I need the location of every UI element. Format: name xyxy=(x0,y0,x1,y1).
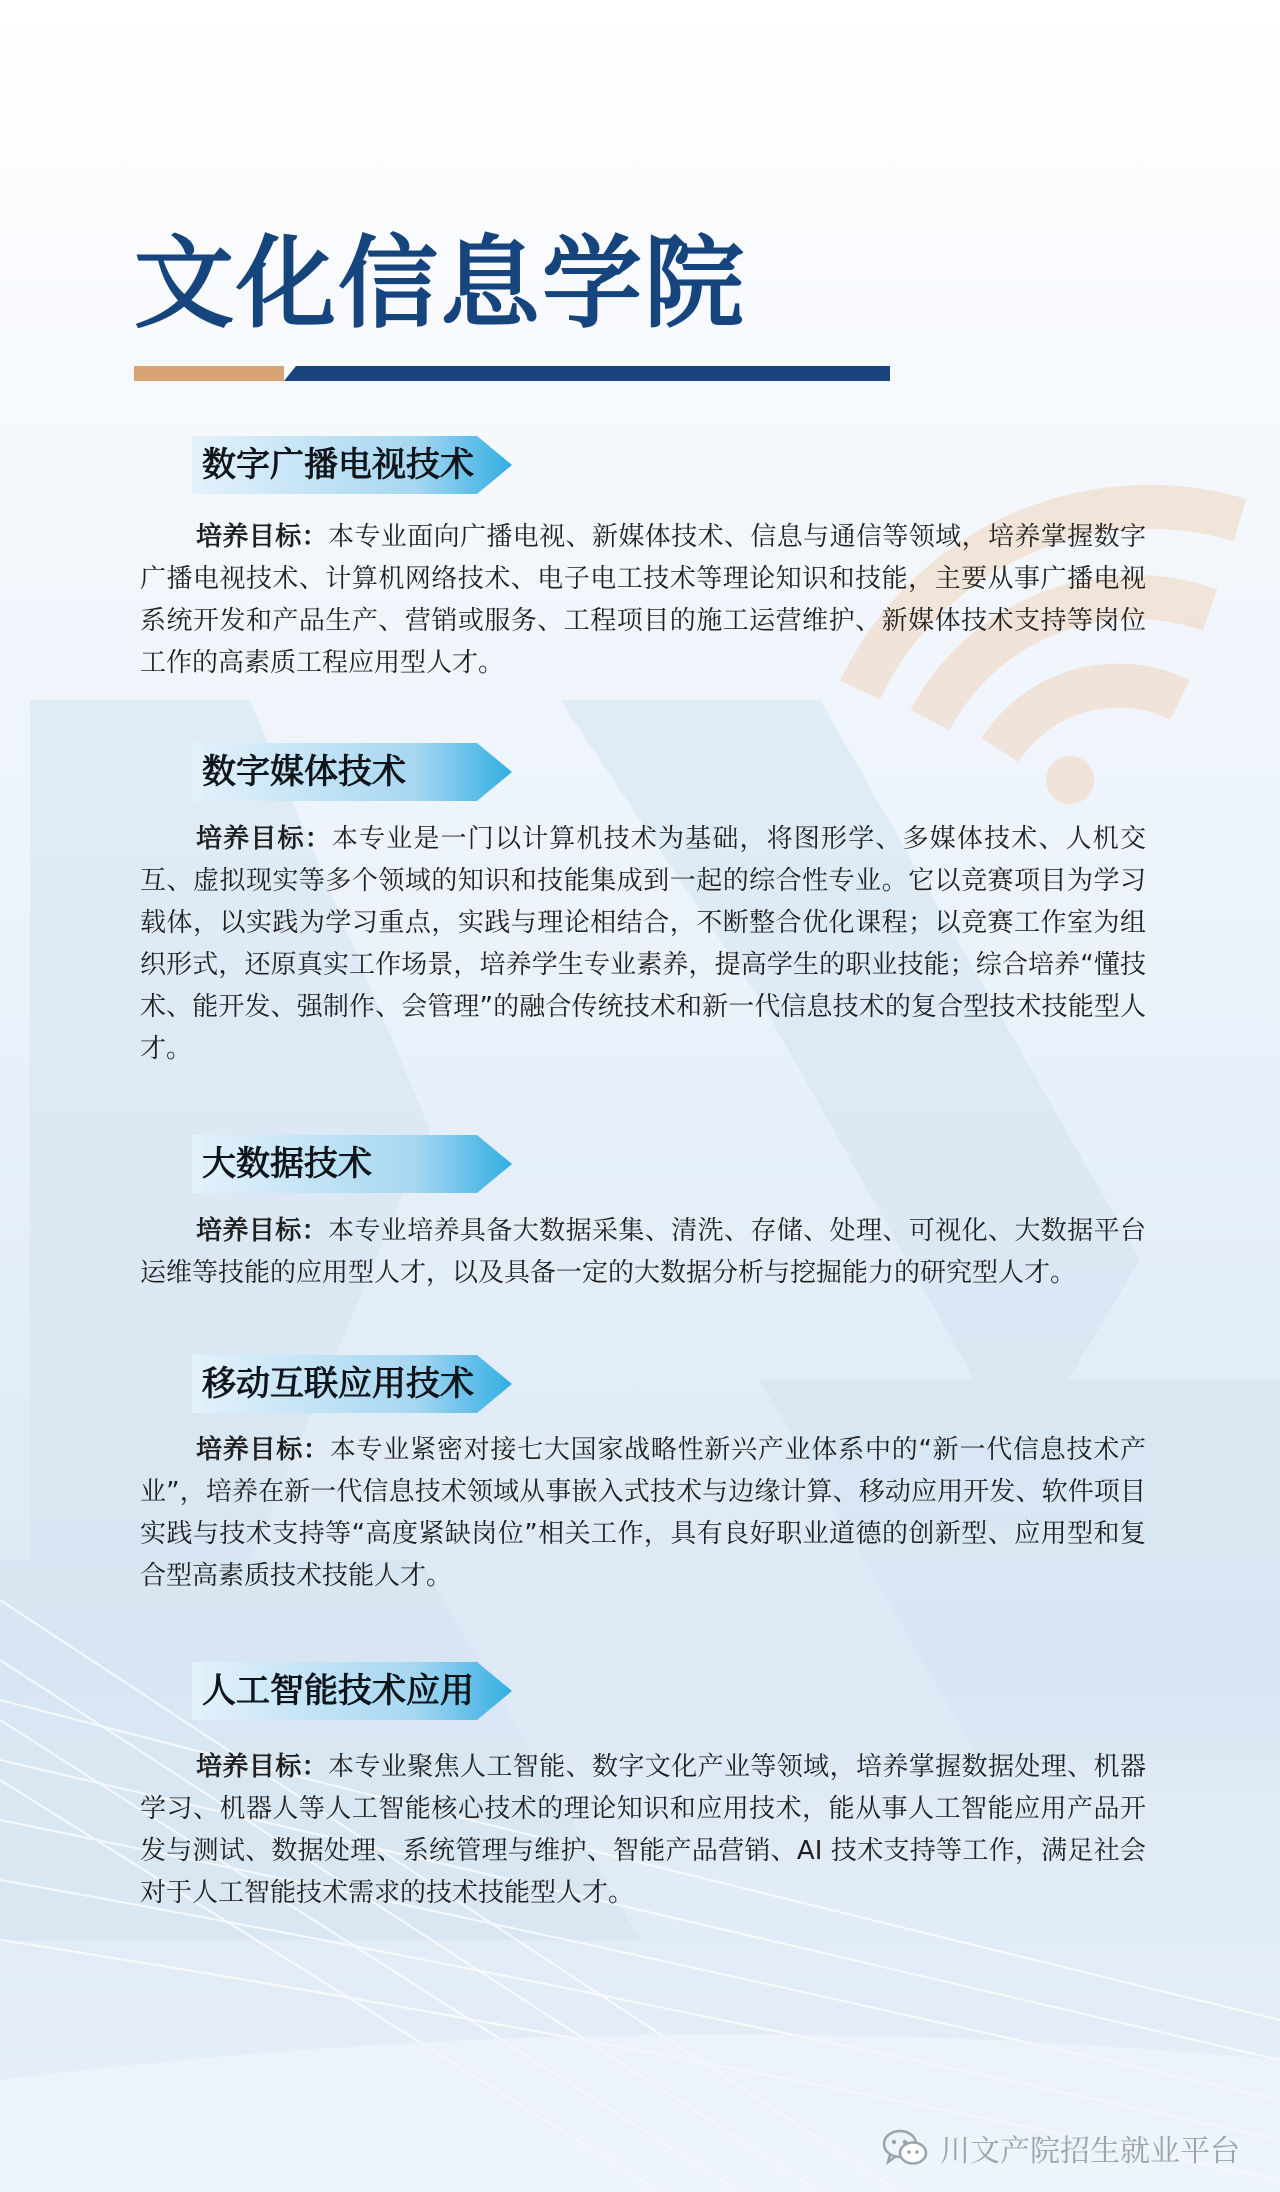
section-title: 数字广播电视技术 xyxy=(202,445,474,485)
title-underline-accent xyxy=(134,366,284,381)
section-description xyxy=(140,516,1146,684)
page-title: 文化信息学院 xyxy=(134,225,746,342)
goal-label: 培养目标： xyxy=(196,522,328,552)
goal-text: 本专业是一门以计算机技术为基础，将图形学、多媒体技术、人机交互、虚拟现实等多个领域的知识和技能集成到一起的综合性专业。它以竞赛项目为学习载体，以实践为学习重点，实践与理论相结合，不断整合优化课程；以竞赛工作室为组织形式，还原真实工作场景，培养学生专业素养，提高学生的职业技能；综合培养“懂技术、能开发、强制作、会管理”的融合传统技术和新一代信息技术的复合型技术技能型人才。 xyxy=(140,824,1146,1064)
section-description xyxy=(140,1210,1146,1294)
section-tag-big-data xyxy=(192,1135,512,1193)
wechat-icon xyxy=(882,2128,928,2168)
goal-text: 本专业培养具备大数据采集、清洗、存储、处理、可视化、大数据平台运维等技能的应用型人才，以及具备一定的大数据分析与挖掘能力的研究型人才。 xyxy=(140,1216,1146,1288)
section-tag-broadcast xyxy=(192,436,512,494)
goal-label: 培养目标： xyxy=(196,824,332,854)
section-title: 移动互联应用技术 xyxy=(202,1364,474,1404)
section-title: 数字媒体技术 xyxy=(202,752,406,792)
footer-watermark xyxy=(882,2125,1240,2171)
goal-label: 培养目标： xyxy=(196,1435,330,1465)
section-tag-mobile-internet xyxy=(192,1355,512,1413)
section-title: 人工智能技术应用 xyxy=(202,1671,474,1711)
title-underline xyxy=(284,366,890,381)
goal-text: 本专业紧密对接七大国家战略性新兴产业体系中的“新一代信息技术产业”，培养在新一代信息技术领域从事嵌入式技术与边缘计算、移动应用开发、软件项目实践与技术支持等“高度紧缺岗位”相关工作，具有良好职业道德的创新型、应用型和复合型高素质技术技能人才。 xyxy=(140,1435,1146,1591)
section-description xyxy=(140,1429,1146,1597)
footer-account-name: 川文产院招生就业平台 xyxy=(940,2134,1240,2169)
section-description xyxy=(140,1746,1146,1914)
goal-label: 培养目标： xyxy=(196,1752,328,1782)
section-tag-digital-media xyxy=(192,743,512,801)
section-description xyxy=(140,818,1146,1070)
section-tag-ai xyxy=(192,1662,512,1720)
goal-text: 本专业面向广播电视、新媒体技术、信息与通信等领域，培养掌握数字广播电视技术、计算机网络技术、电子电工技术等理论知识和技能，主要从事广播电视系统开发和产品生产、营销或服务、工程项目的施工运营维护、新媒体技术支持等岗位工作的高素质工程应用型人才。 xyxy=(140,522,1146,678)
section-title: 大数据技术 xyxy=(202,1144,372,1184)
goal-text: 本专业聚焦人工智能、数字文化产业等领域，培养掌握数据处理、机器学习、机器人等人工智能核心技术的理论知识和应用技术，能从事人工智能应用产品开发与测试、数据处理、系统管理与维护、智能产品营销、AI 技术支持等工作，满足社会对于人工智能技术需求的技术技能型人才。 xyxy=(140,1752,1146,1908)
goal-label: 培养目标： xyxy=(196,1216,328,1246)
